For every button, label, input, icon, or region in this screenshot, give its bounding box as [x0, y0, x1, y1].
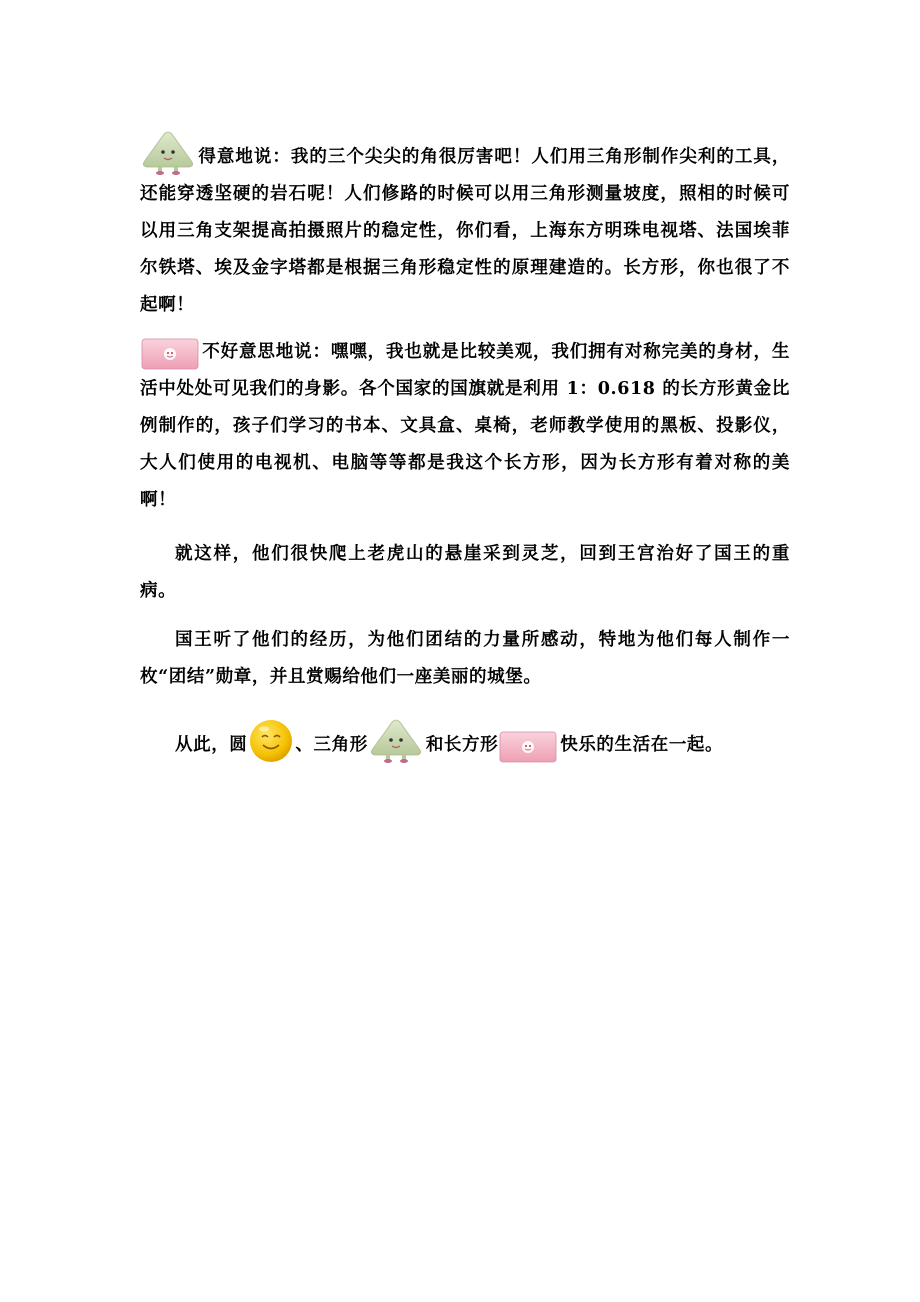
paragraph-rectangle-speech — [140, 334, 790, 519]
paragraph-text: 国王听了他们的经历，为他们团结的力量所感动，特地为他们每人制作一枚“团结”勋章，并且赏赐给他们一座美丽的城堡。 — [140, 630, 790, 687]
paragraph-text: 不好意思地说：嘿嘿，我也就是比较美观，我们拥有对称完美的身材，生活中处处可见我们的身影。各个国家的国旗就是利用 1：0.618 的长方形黄金比例制作的，孩子们学习的书本、文具盒、桌椅，老师教学使用的黑板、投影仪，大人们使用的电视机、电脑等等都是我这个长方形，因为长方形有着对称的美啊！ — [140, 342, 790, 510]
paragraph-text: 就这样，他们很快爬上老虎山的悬崖采到灵芝，回到王宫治好了国王的重病。 — [140, 544, 790, 601]
paragraph-text: 得意地说：我的三个尖尖的角很厉害吧！人们用三角形制作尖利的工具，还能穿透坚硬的岩石呢！人们修路的时候可以用三角形测量坡度，照相的时候可以用三角支架提高拍摄照片的稳定性，你们看，上海东方明珠电视塔、法国埃菲尔铁塔、埃及金字塔都是根据三角形稳定性的原理建造的。长方形，你也很了不起啊！ — [140, 147, 790, 315]
rectangle-character-icon — [498, 730, 558, 764]
smiley-circle-icon — [247, 716, 295, 764]
paragraph-climb — [140, 536, 790, 610]
rectangle-character-icon — [140, 337, 200, 371]
paragraph-text: 从此，圆 — [175, 735, 248, 755]
paragraph-text: 快乐的生活在一起。 — [560, 735, 724, 755]
triangle-character-icon — [368, 716, 424, 764]
triangle-character-icon — [140, 128, 196, 176]
paragraph-king — [140, 622, 790, 696]
paragraph-text: 、三角形 — [295, 735, 368, 755]
paragraph-triangle-speech — [140, 128, 790, 324]
paragraph-ending — [140, 716, 790, 764]
paragraph-text: 和长方形 — [425, 735, 499, 755]
